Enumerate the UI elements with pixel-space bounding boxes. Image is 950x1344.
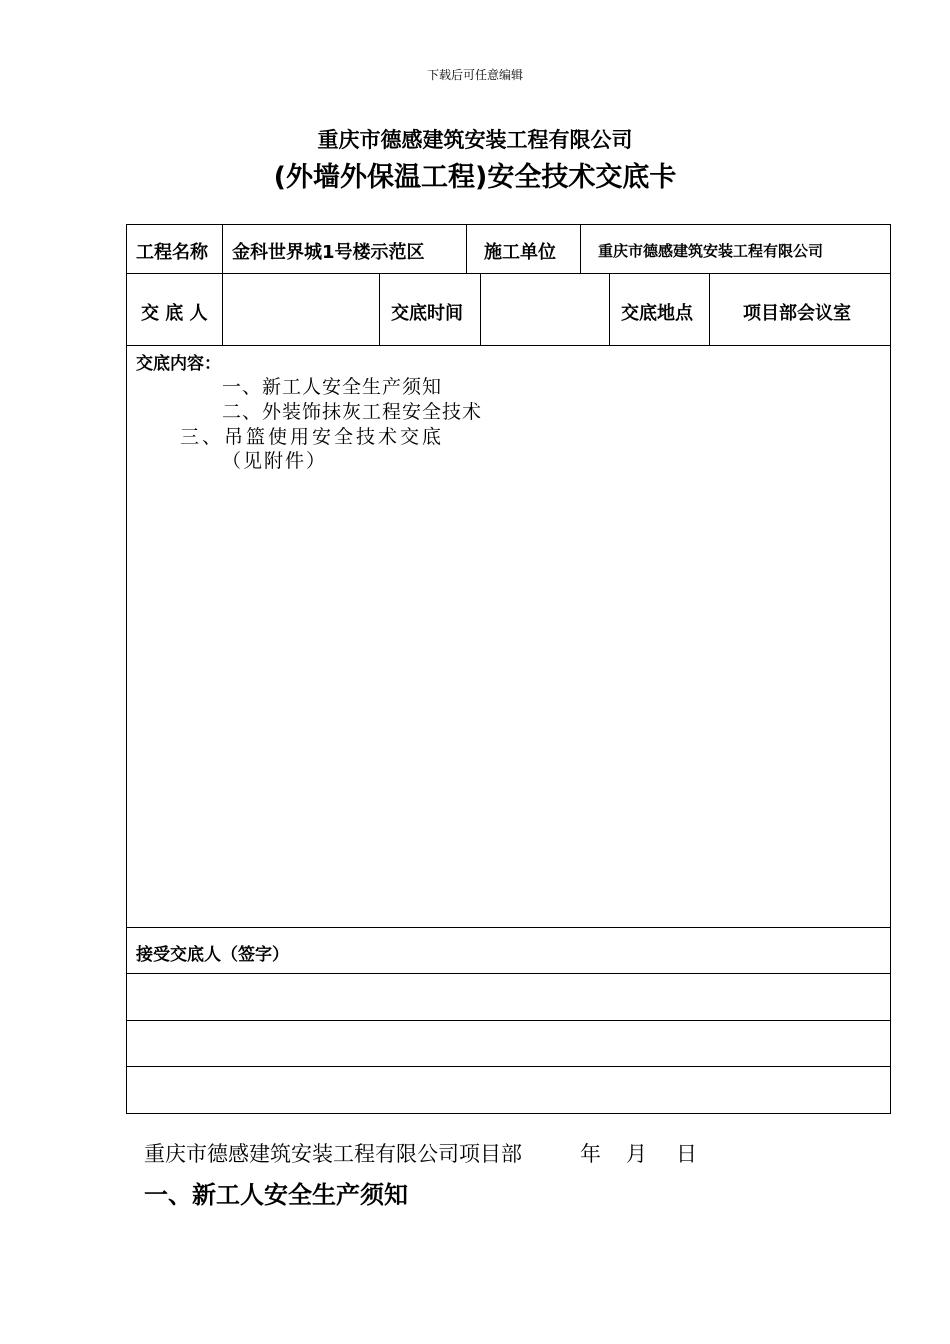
project-name-value: 金科世界城1号楼示范区 <box>232 242 425 263</box>
table-divider <box>126 273 891 274</box>
construction-unit-value: 重庆市德感建筑安装工程有限公司 <box>598 242 824 260</box>
disclosure-time-label: 交底时间 <box>391 303 463 324</box>
table-divider <box>126 1020 891 1021</box>
footer-month: 月 <box>626 1142 647 1166</box>
table-divider <box>580 224 581 274</box>
footer-day: 日 <box>676 1142 697 1166</box>
project-name-label: 工程名称 <box>136 242 208 263</box>
company-title: 重庆市德感建筑安装工程有限公司 <box>317 128 633 152</box>
table-divider <box>126 973 891 974</box>
document-title: (外墙外保温工程)安全技术交底卡 <box>273 162 677 193</box>
table-border-bottom <box>126 1113 891 1114</box>
table-divider <box>466 224 467 274</box>
section-heading: 一、新工人安全生产须知 <box>144 1181 408 1209</box>
content-label: 交底内容： <box>136 354 221 374</box>
receiver-signature-label: 接受交底人（签字） <box>136 945 289 965</box>
table-divider <box>126 1066 891 1067</box>
presenter-label: 交 底 人 <box>141 303 208 324</box>
content-item: 三、吊篮使用安全技术交底 <box>180 426 445 448</box>
construction-unit-label: 施工单位 <box>484 242 556 263</box>
footer-organization: 重庆市德感建筑安装工程有限公司项目部 <box>144 1142 522 1166</box>
table-divider <box>609 273 610 346</box>
content-item: （见附件） <box>222 450 328 472</box>
table-divider <box>222 273 223 346</box>
table-border-top <box>126 224 891 225</box>
table-divider <box>709 273 710 346</box>
table-divider <box>379 273 380 346</box>
table-border-right <box>890 224 891 1114</box>
table-divider <box>126 345 891 346</box>
footer-year: 年 <box>580 1142 601 1166</box>
table-divider <box>480 273 481 346</box>
content-item: 一、新工人安全生产须知 <box>222 376 443 398</box>
table-divider <box>126 927 891 928</box>
table-divider <box>222 224 223 274</box>
content-item: 二、外装饰抹灰工程安全技术 <box>222 401 483 423</box>
header-note: 下载后可任意编辑 <box>426 68 523 82</box>
disclosure-location-value: 项目部会议室 <box>743 303 851 324</box>
disclosure-location-label: 交底地点 <box>621 303 693 324</box>
table-border-left <box>126 224 127 1114</box>
